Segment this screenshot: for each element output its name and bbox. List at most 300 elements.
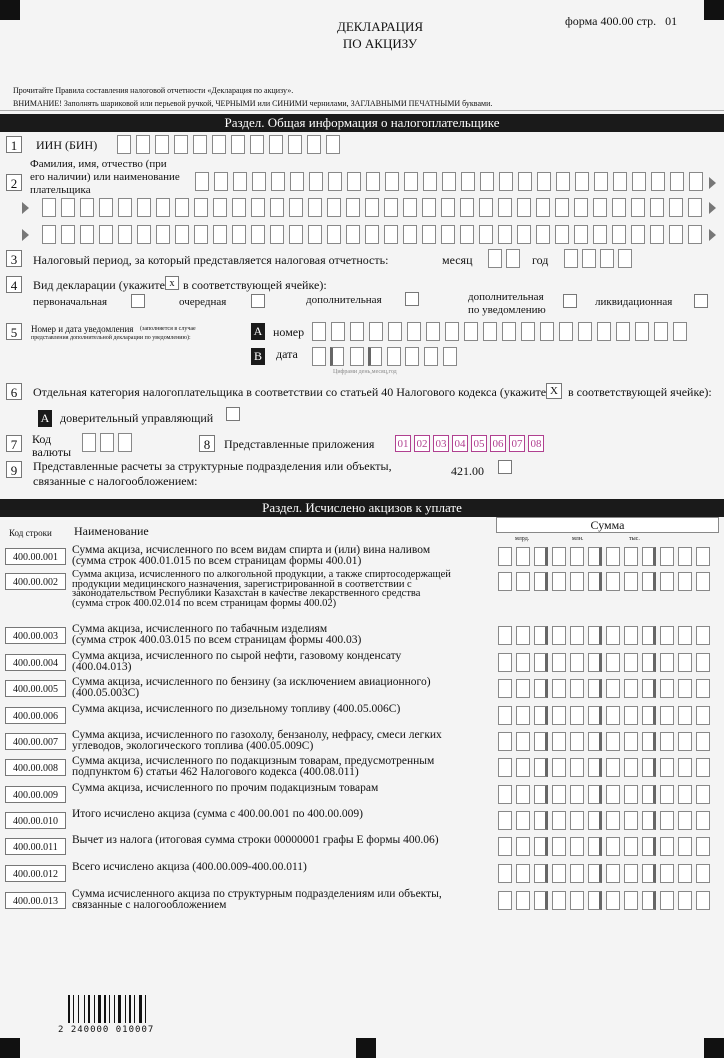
amount-cell[interactable] xyxy=(552,758,566,777)
amount-cell[interactable] xyxy=(588,679,602,698)
notice-number-cell[interactable] xyxy=(521,322,535,341)
name-cell[interactable] xyxy=(214,172,228,191)
amount-cell[interactable] xyxy=(588,626,602,645)
name-cell[interactable] xyxy=(213,198,227,217)
name-cell[interactable] xyxy=(365,198,379,217)
iin-cell[interactable] xyxy=(250,135,264,154)
amount-cell[interactable] xyxy=(696,572,710,591)
amount-cell[interactable] xyxy=(678,679,692,698)
name-cell[interactable] xyxy=(631,225,645,244)
name-cell[interactable] xyxy=(328,172,342,191)
name-cell[interactable] xyxy=(441,225,455,244)
amount-cell[interactable] xyxy=(516,837,530,856)
amount-cell[interactable] xyxy=(660,653,674,672)
amount-cell[interactable] xyxy=(570,679,584,698)
amount-cell[interactable] xyxy=(552,653,566,672)
name-cell[interactable] xyxy=(213,225,227,244)
name-cell[interactable] xyxy=(593,225,607,244)
name-cell[interactable] xyxy=(232,225,246,244)
name-cell[interactable] xyxy=(574,198,588,217)
amount-cell[interactable] xyxy=(660,679,674,698)
amount-cell[interactable] xyxy=(534,811,548,830)
amount-cell[interactable] xyxy=(498,653,512,672)
name-cell[interactable] xyxy=(175,198,189,217)
name-cell[interactable] xyxy=(194,198,208,217)
amount-cell[interactable] xyxy=(642,653,656,672)
amount-cell[interactable] xyxy=(534,626,548,645)
amount-cell[interactable] xyxy=(570,811,584,830)
appendix-cell[interactable]: 07 xyxy=(509,435,525,452)
amount-cell[interactable] xyxy=(516,864,530,883)
amount-cell[interactable] xyxy=(624,758,638,777)
amount-cell[interactable] xyxy=(552,547,566,566)
amount-cell[interactable] xyxy=(552,864,566,883)
name-cell[interactable] xyxy=(631,198,645,217)
name-cell[interactable] xyxy=(669,198,683,217)
name-cell[interactable] xyxy=(118,198,132,217)
name-cell[interactable] xyxy=(556,172,570,191)
amount-cell[interactable] xyxy=(588,758,602,777)
appendix-cell[interactable]: 04 xyxy=(452,435,468,452)
name-cell[interactable] xyxy=(422,198,436,217)
amount-cell[interactable] xyxy=(534,891,548,910)
amount-cell[interactable] xyxy=(606,706,620,725)
option-additional-checkbox[interactable] xyxy=(405,292,419,306)
amount-cell[interactable] xyxy=(678,785,692,804)
month-cell[interactable] xyxy=(488,249,502,268)
amount-cell[interactable] xyxy=(624,653,638,672)
amount-cell[interactable] xyxy=(696,706,710,725)
notice-number-cell[interactable] xyxy=(369,322,383,341)
name-cell[interactable] xyxy=(346,198,360,217)
name-cell[interactable] xyxy=(404,172,418,191)
amount-cell[interactable] xyxy=(588,837,602,856)
name-cell[interactable] xyxy=(612,198,626,217)
notice-number-cell[interactable] xyxy=(502,322,516,341)
appendix-cell[interactable]: 03 xyxy=(433,435,449,452)
amount-cell[interactable] xyxy=(624,626,638,645)
notice-number-cell[interactable] xyxy=(673,322,687,341)
currency-code-cell[interactable] xyxy=(100,433,114,452)
name-cell[interactable] xyxy=(575,172,589,191)
name-cell[interactable] xyxy=(669,225,683,244)
amount-cell[interactable] xyxy=(696,547,710,566)
amount-cell[interactable] xyxy=(570,626,584,645)
name-cell[interactable] xyxy=(80,198,94,217)
notice-date-cell[interactable] xyxy=(443,347,457,366)
amount-cell[interactable] xyxy=(606,864,620,883)
amount-cell[interactable] xyxy=(498,837,512,856)
amount-cell[interactable] xyxy=(624,572,638,591)
name-cell[interactable] xyxy=(423,172,437,191)
amount-cell[interactable] xyxy=(696,785,710,804)
iin-cell[interactable] xyxy=(269,135,283,154)
name-cell[interactable] xyxy=(650,198,664,217)
notice-number-cell[interactable] xyxy=(426,322,440,341)
name-cell[interactable] xyxy=(290,172,304,191)
amount-cell[interactable] xyxy=(696,732,710,751)
name-cell[interactable] xyxy=(251,225,265,244)
amount-cell[interactable] xyxy=(660,732,674,751)
name-cell[interactable] xyxy=(61,225,75,244)
amount-cell[interactable] xyxy=(588,891,602,910)
name-cell[interactable] xyxy=(346,225,360,244)
name-cell[interactable] xyxy=(80,225,94,244)
notice-number-cell[interactable] xyxy=(407,322,421,341)
notice-number-cell[interactable] xyxy=(540,322,554,341)
name-cell[interactable] xyxy=(498,198,512,217)
month-cell[interactable] xyxy=(506,249,520,268)
option-liquidation-checkbox[interactable] xyxy=(694,294,708,308)
amount-cell[interactable] xyxy=(552,785,566,804)
amount-cell[interactable] xyxy=(678,837,692,856)
amount-cell[interactable] xyxy=(642,837,656,856)
amount-cell[interactable] xyxy=(498,811,512,830)
amount-cell[interactable] xyxy=(570,837,584,856)
notice-date-cell[interactable] xyxy=(405,347,419,366)
amount-cell[interactable] xyxy=(660,785,674,804)
amount-cell[interactable] xyxy=(624,864,638,883)
amount-cell[interactable] xyxy=(624,679,638,698)
amount-cell[interactable] xyxy=(606,653,620,672)
amount-cell[interactable] xyxy=(696,811,710,830)
amount-cell[interactable] xyxy=(516,626,530,645)
name-cell[interactable] xyxy=(99,225,113,244)
amount-cell[interactable] xyxy=(606,811,620,830)
year-cell[interactable] xyxy=(600,249,614,268)
amount-cell[interactable] xyxy=(642,891,656,910)
name-cell[interactable] xyxy=(99,198,113,217)
name-cell[interactable] xyxy=(175,225,189,244)
name-cell[interactable] xyxy=(403,225,417,244)
amount-cell[interactable] xyxy=(498,732,512,751)
notice-number-cell[interactable] xyxy=(388,322,402,341)
amount-cell[interactable] xyxy=(606,837,620,856)
amount-cell[interactable] xyxy=(642,547,656,566)
amount-cell[interactable] xyxy=(678,706,692,725)
amount-cell[interactable] xyxy=(642,811,656,830)
name-cell[interactable] xyxy=(385,172,399,191)
notice-number-cell[interactable] xyxy=(578,322,592,341)
amount-cell[interactable] xyxy=(660,706,674,725)
amount-cell[interactable] xyxy=(606,785,620,804)
name-cell[interactable] xyxy=(460,198,474,217)
name-cell[interactable] xyxy=(479,225,493,244)
name-cell[interactable] xyxy=(233,172,247,191)
notice-date-cell[interactable] xyxy=(424,347,438,366)
amount-cell[interactable] xyxy=(552,626,566,645)
iin-cell[interactable] xyxy=(155,135,169,154)
amount-cell[interactable] xyxy=(606,626,620,645)
amount-cell[interactable] xyxy=(534,864,548,883)
amount-cell[interactable] xyxy=(606,572,620,591)
amount-cell[interactable] xyxy=(678,653,692,672)
name-cell[interactable] xyxy=(252,172,266,191)
amount-cell[interactable] xyxy=(588,732,602,751)
amount-cell[interactable] xyxy=(534,785,548,804)
amount-cell[interactable] xyxy=(642,732,656,751)
notice-number-cell[interactable] xyxy=(331,322,345,341)
amount-cell[interactable] xyxy=(570,891,584,910)
amount-cell[interactable] xyxy=(552,837,566,856)
amount-cell[interactable] xyxy=(534,572,548,591)
appendix-cell[interactable]: 06 xyxy=(490,435,506,452)
amount-cell[interactable] xyxy=(678,811,692,830)
name-cell[interactable] xyxy=(536,225,550,244)
amount-cell[interactable] xyxy=(570,785,584,804)
name-cell[interactable] xyxy=(537,172,551,191)
amount-cell[interactable] xyxy=(534,547,548,566)
amount-cell[interactable] xyxy=(624,706,638,725)
name-cell[interactable] xyxy=(366,172,380,191)
amount-cell[interactable] xyxy=(516,547,530,566)
amount-cell[interactable] xyxy=(516,732,530,751)
name-cell[interactable] xyxy=(270,225,284,244)
amount-cell[interactable] xyxy=(498,679,512,698)
name-cell[interactable] xyxy=(156,198,170,217)
name-cell[interactable] xyxy=(137,225,151,244)
notice-number-cell[interactable] xyxy=(445,322,459,341)
amount-cell[interactable] xyxy=(534,679,548,698)
amount-cell[interactable] xyxy=(516,785,530,804)
amount-cell[interactable] xyxy=(570,653,584,672)
name-cell[interactable] xyxy=(309,172,323,191)
amount-cell[interactable] xyxy=(696,864,710,883)
name-cell[interactable] xyxy=(118,225,132,244)
amount-cell[interactable] xyxy=(624,785,638,804)
iin-cell[interactable] xyxy=(307,135,321,154)
name-cell[interactable] xyxy=(441,198,455,217)
amount-cell[interactable] xyxy=(498,547,512,566)
amount-cell[interactable] xyxy=(678,891,692,910)
amount-cell[interactable] xyxy=(552,572,566,591)
amount-cell[interactable] xyxy=(498,758,512,777)
iin-cell[interactable] xyxy=(174,135,188,154)
appendix-cell[interactable]: 05 xyxy=(471,435,487,452)
notice-number-cell[interactable] xyxy=(312,322,326,341)
amount-cell[interactable] xyxy=(624,811,638,830)
iin-cell[interactable] xyxy=(326,135,340,154)
amount-cell[interactable] xyxy=(642,679,656,698)
name-cell[interactable] xyxy=(612,225,626,244)
amount-cell[interactable] xyxy=(570,864,584,883)
amount-cell[interactable] xyxy=(498,864,512,883)
amount-cell[interactable] xyxy=(498,626,512,645)
amount-cell[interactable] xyxy=(552,811,566,830)
amount-cell[interactable] xyxy=(660,626,674,645)
amount-cell[interactable] xyxy=(498,572,512,591)
option-regular-checkbox[interactable] xyxy=(251,294,265,308)
amount-cell[interactable] xyxy=(678,758,692,777)
name-cell[interactable] xyxy=(480,172,494,191)
amount-cell[interactable] xyxy=(606,758,620,777)
amount-cell[interactable] xyxy=(696,837,710,856)
amount-cell[interactable] xyxy=(552,732,566,751)
amount-cell[interactable] xyxy=(660,837,674,856)
option-initial-checkbox[interactable] xyxy=(131,294,145,308)
amount-cell[interactable] xyxy=(588,653,602,672)
name-cell[interactable] xyxy=(195,172,209,191)
option-notice-checkbox[interactable] xyxy=(563,294,577,308)
notice-date-cell[interactable] xyxy=(387,347,401,366)
iin-cell[interactable] xyxy=(212,135,226,154)
amount-cell[interactable] xyxy=(552,706,566,725)
name-cell[interactable] xyxy=(499,172,513,191)
amount-cell[interactable] xyxy=(660,811,674,830)
amount-cell[interactable] xyxy=(642,572,656,591)
amount-cell[interactable] xyxy=(696,679,710,698)
amount-cell[interactable] xyxy=(516,706,530,725)
amount-cell[interactable] xyxy=(570,732,584,751)
amount-cell[interactable] xyxy=(534,837,548,856)
name-cell[interactable] xyxy=(518,172,532,191)
name-cell[interactable] xyxy=(308,225,322,244)
name-cell[interactable] xyxy=(688,225,702,244)
amount-cell[interactable] xyxy=(570,706,584,725)
iin-cell[interactable] xyxy=(288,135,302,154)
iin-cell[interactable] xyxy=(193,135,207,154)
amount-cell[interactable] xyxy=(498,891,512,910)
amount-cell[interactable] xyxy=(588,811,602,830)
amount-cell[interactable] xyxy=(570,572,584,591)
name-cell[interactable] xyxy=(688,198,702,217)
name-cell[interactable] xyxy=(555,198,569,217)
amount-cell[interactable] xyxy=(516,758,530,777)
notice-date-cell[interactable] xyxy=(312,347,326,366)
year-cell[interactable] xyxy=(618,249,632,268)
name-cell[interactable] xyxy=(42,225,56,244)
amount-cell[interactable] xyxy=(642,864,656,883)
amount-cell[interactable] xyxy=(678,626,692,645)
name-cell[interactable] xyxy=(594,172,608,191)
amount-cell[interactable] xyxy=(696,626,710,645)
amount-cell[interactable] xyxy=(516,572,530,591)
amount-cell[interactable] xyxy=(498,706,512,725)
amount-cell[interactable] xyxy=(642,758,656,777)
amount-cell[interactable] xyxy=(696,891,710,910)
notice-number-cell[interactable] xyxy=(597,322,611,341)
name-cell[interactable] xyxy=(194,225,208,244)
name-cell[interactable] xyxy=(460,225,474,244)
amount-cell[interactable] xyxy=(552,891,566,910)
amount-cell[interactable] xyxy=(624,732,638,751)
amount-cell[interactable] xyxy=(660,758,674,777)
appendix-cell[interactable]: 01 xyxy=(395,435,411,452)
amount-cell[interactable] xyxy=(516,653,530,672)
amount-cell[interactable] xyxy=(534,732,548,751)
name-cell[interactable] xyxy=(651,172,665,191)
name-cell[interactable] xyxy=(498,225,512,244)
name-cell[interactable] xyxy=(156,225,170,244)
amount-cell[interactable] xyxy=(678,572,692,591)
amount-cell[interactable] xyxy=(678,547,692,566)
name-cell[interactable] xyxy=(479,198,493,217)
notice-number-cell[interactable] xyxy=(635,322,649,341)
name-cell[interactable] xyxy=(42,198,56,217)
year-cell[interactable] xyxy=(582,249,596,268)
amount-cell[interactable] xyxy=(696,758,710,777)
year-cell[interactable] xyxy=(564,249,578,268)
amount-cell[interactable] xyxy=(534,758,548,777)
name-cell[interactable] xyxy=(536,198,550,217)
name-cell[interactable] xyxy=(574,225,588,244)
name-cell[interactable] xyxy=(442,172,456,191)
amount-cell[interactable] xyxy=(696,653,710,672)
name-cell[interactable] xyxy=(689,172,703,191)
name-cell[interactable] xyxy=(289,198,303,217)
name-cell[interactable] xyxy=(517,225,531,244)
amount-cell[interactable] xyxy=(606,547,620,566)
amount-cell[interactable] xyxy=(516,891,530,910)
name-cell[interactable] xyxy=(347,172,361,191)
name-cell[interactable] xyxy=(327,225,341,244)
amount-cell[interactable] xyxy=(516,811,530,830)
name-cell[interactable] xyxy=(403,198,417,217)
name-cell[interactable] xyxy=(384,198,398,217)
amount-cell[interactable] xyxy=(624,547,638,566)
iin-cell[interactable] xyxy=(136,135,150,154)
name-cell[interactable] xyxy=(593,198,607,217)
appendix-cell[interactable]: 08 xyxy=(528,435,544,452)
name-cell[interactable] xyxy=(461,172,475,191)
amount-cell[interactable] xyxy=(660,891,674,910)
amount-cell[interactable] xyxy=(588,547,602,566)
notice-number-cell[interactable] xyxy=(483,322,497,341)
amount-cell[interactable] xyxy=(660,547,674,566)
amount-cell[interactable] xyxy=(606,679,620,698)
amount-cell[interactable] xyxy=(570,547,584,566)
amount-cell[interactable] xyxy=(588,864,602,883)
amount-cell[interactable] xyxy=(678,732,692,751)
name-cell[interactable] xyxy=(384,225,398,244)
amount-cell[interactable] xyxy=(642,785,656,804)
name-cell[interactable] xyxy=(251,198,265,217)
amount-cell[interactable] xyxy=(624,891,638,910)
currency-code-cell[interactable] xyxy=(118,433,132,452)
amount-cell[interactable] xyxy=(498,785,512,804)
amount-cell[interactable] xyxy=(660,864,674,883)
notice-number-cell[interactable] xyxy=(559,322,573,341)
amount-cell[interactable] xyxy=(624,837,638,856)
amount-cell[interactable] xyxy=(534,653,548,672)
name-cell[interactable] xyxy=(271,172,285,191)
name-cell[interactable] xyxy=(422,225,436,244)
amount-cell[interactable] xyxy=(642,626,656,645)
notice-number-cell[interactable] xyxy=(464,322,478,341)
amount-cell[interactable] xyxy=(552,679,566,698)
name-cell[interactable] xyxy=(365,225,379,244)
notice-number-cell[interactable] xyxy=(654,322,668,341)
amount-cell[interactable] xyxy=(588,572,602,591)
amount-cell[interactable] xyxy=(642,706,656,725)
amount-cell[interactable] xyxy=(516,679,530,698)
amount-cell[interactable] xyxy=(606,732,620,751)
name-cell[interactable] xyxy=(327,198,341,217)
amount-cell[interactable] xyxy=(660,572,674,591)
amount-cell[interactable] xyxy=(534,706,548,725)
amount-cell[interactable] xyxy=(588,706,602,725)
iin-cell[interactable] xyxy=(117,135,131,154)
name-cell[interactable] xyxy=(632,172,646,191)
trustee-checkbox[interactable] xyxy=(226,407,240,421)
notice-number-cell[interactable] xyxy=(350,322,364,341)
notice-date-cell[interactable] xyxy=(350,347,364,366)
name-cell[interactable] xyxy=(517,198,531,217)
amount-cell[interactable] xyxy=(606,891,620,910)
name-cell[interactable] xyxy=(289,225,303,244)
amount-cell[interactable] xyxy=(588,785,602,804)
name-cell[interactable] xyxy=(613,172,627,191)
